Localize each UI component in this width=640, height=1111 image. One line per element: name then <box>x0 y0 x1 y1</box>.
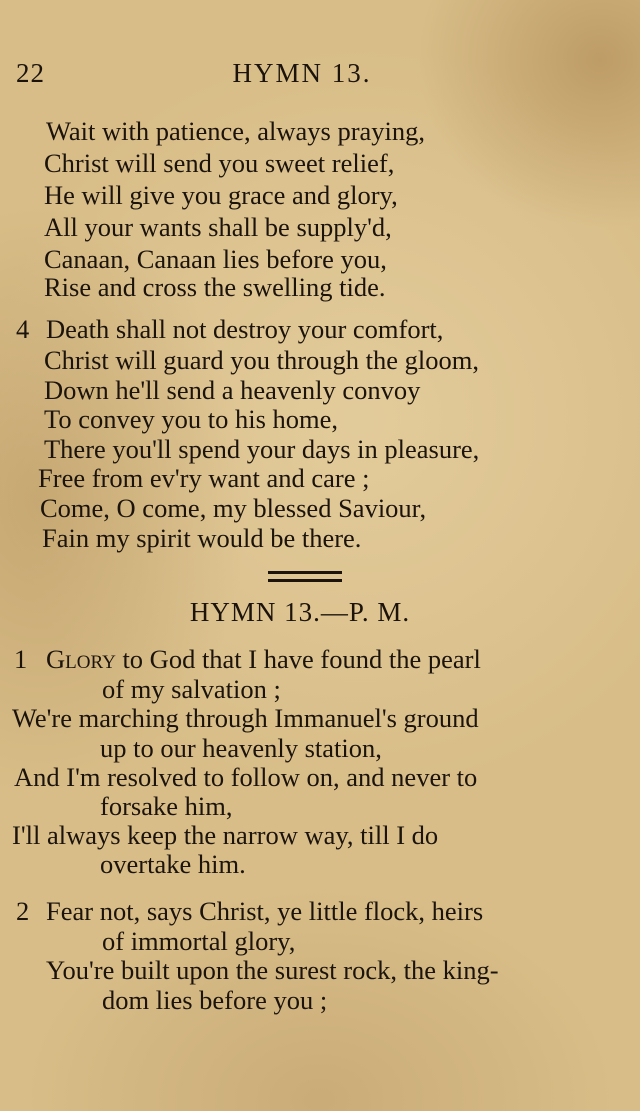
stanza-line: Rise and cross the swelling tide. <box>44 272 386 302</box>
stanza-line: forsake him, <box>100 791 233 821</box>
stanza-line: dom lies before you ; <box>102 985 328 1015</box>
separator-rule-bottom <box>268 579 342 582</box>
stanza-line: of immortal glory, <box>102 926 296 956</box>
stanza-line: Christ will send you sweet relief, <box>44 148 395 178</box>
stanza-line: Canaan, Canaan lies before you, <box>44 244 387 274</box>
stanza-first-line-rest: to God that I have found the pearl <box>122 644 481 674</box>
stanza-number: 2 <box>16 896 30 926</box>
stanza-line: There you'll spend your days in pleasure, <box>44 434 480 464</box>
stanza-number: 4 <box>16 314 30 344</box>
running-title: HYMN 13. <box>232 58 372 88</box>
stanza-line: You're built upon the surest rock, the king- <box>46 955 499 985</box>
stanza-line: overtake him. <box>100 849 246 879</box>
stanza-line: Christ will guard you through the gloom, <box>44 345 480 375</box>
stanza-line: We're marching through Immanuel's ground <box>12 703 479 733</box>
page-number: 22 <box>16 58 45 88</box>
stanza-line: Come, O come, my blessed Saviour, <box>40 493 427 523</box>
hymn-heading: HYMN 13.—P. M. <box>189 597 411 627</box>
stanza-line: I'll always keep the narrow way, till I do <box>12 820 439 850</box>
stanza-line: To convey you to his home, <box>44 404 339 434</box>
stanza-line: Death shall not destroy your comfort, <box>46 314 444 344</box>
stanza-line: And I'm resolved to follow on, and never to <box>14 762 478 792</box>
stanza-first-word: Glory <box>46 644 116 674</box>
separator-rule-top <box>268 571 342 574</box>
stanza-line: Fear not, says Christ, ye little flock, heirs <box>46 896 484 926</box>
stanza-line: He will give you grace and glory, <box>44 180 398 210</box>
stanza-number: 1 <box>14 644 28 674</box>
stanza-line: Free from ev'ry want and care ; <box>38 463 370 493</box>
stanza-line: Fain my spirit would be there. <box>42 523 362 553</box>
stanza-line: up to our heavenly station, <box>100 733 382 763</box>
stanza-line: Wait with patience, always praying, <box>46 116 426 146</box>
stanza-line: of my salvation ; <box>102 674 281 704</box>
stanza-line: All your wants shall be supply'd, <box>44 212 392 242</box>
stanza-first-line <box>46 644 481 674</box>
page-header <box>0 58 640 94</box>
stanza-line: Down he'll send a heavenly convoy <box>44 375 421 405</box>
